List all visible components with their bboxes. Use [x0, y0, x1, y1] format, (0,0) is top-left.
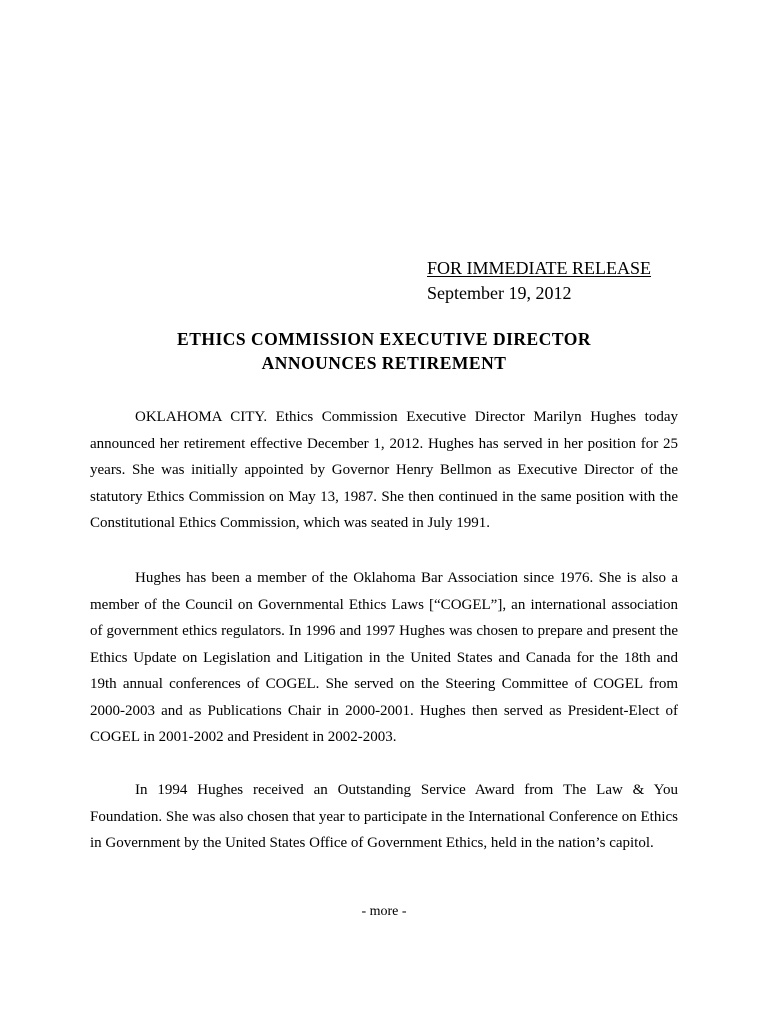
paragraph-2: Hughes has been a member of the Oklahoma Bar Association since 1976. She is also a member of the Council on Governmental Ethics Laws [“COGEL”], an international association of government ethics regulators. In 1996 and 1997 Hughes was chosen to prepare and present the Ethics Update on Legislation and Litigation in the United States and Canada for the 18th and 19th annual conferences of COGEL. She served on the Steering Committee of COGEL from 2000-2003 and as Publications Chair in 2000-2001. Hughes then served as President-Elect of COGEL in 2001-2002 and President in 2002-2003. [90, 570, 678, 745]
release-label: FOR IMMEDIATE RELEASE [427, 258, 651, 278]
headline [90, 327, 678, 375]
paragraph-1: OKLAHOMA CITY. Ethics Commission Executive Director Marilyn Hughes today announced her retirement effective December 1, 2012. Hughes has served in her position for 25 years. She was initially appointed by Governor Henry Bellmon as Executive Director of the statutory Ethics Commission on May 13, 1987. She then continued in the same position with the Constitutional Ethics Commission, which was seated in July 1991. [90, 409, 678, 531]
headline-line-2: ANNOUNCES RETIREMENT [261, 353, 507, 373]
release-date: September 19, 2012 [427, 283, 572, 303]
headline-line-1: ETHICS COMMISSION EXECUTIVE DIRECTOR [177, 329, 591, 349]
release-block [427, 256, 727, 306]
continuation-marker: - more - [361, 904, 407, 919]
paragraph-3: In 1994 Hughes received an Outstanding Service Award from The Law & You Foundation. She was also chosen that year to participate in the International Conference on Ethics in Government by the United States Office of Government Ethics, held in the nation’s capitol. [90, 782, 678, 851]
